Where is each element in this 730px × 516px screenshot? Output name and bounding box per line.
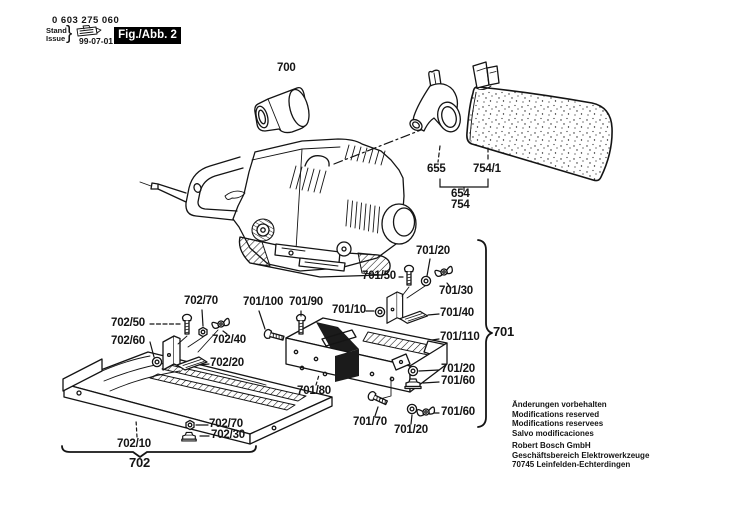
callout-702-50: 702/50: [111, 317, 145, 329]
tracking-knob: [252, 219, 274, 241]
stand-label: Stand: [46, 26, 67, 35]
callout-655: 655: [427, 163, 446, 175]
callout-701-10: 701/10: [332, 304, 366, 316]
frame-assembly-701-drawing: [286, 318, 447, 392]
callout-701-110: 701/110: [440, 331, 480, 343]
part-number: 0 603 275 060: [52, 15, 120, 26]
footer-legal: [512, 400, 649, 470]
part-wingnut-702-40: [212, 318, 231, 329]
nozzle-700-drawing: [254, 87, 313, 132]
part-nut-702-70-bottom: [186, 420, 194, 429]
callout-701-20-bottom: 701/20: [394, 424, 428, 436]
callout-702-40: 702/40: [212, 334, 246, 346]
callout-701-20-top: 701/20: [416, 245, 450, 257]
part-screw-701-100: [263, 329, 284, 343]
callout-754-1: 754/1: [473, 163, 501, 175]
stamp-icon: [77, 26, 101, 37]
callout-701-40: 701/40: [440, 307, 474, 319]
company-city: 70745 Leinfelden-Echterdingen: [512, 460, 631, 469]
part-washer-701-20-mid: [408, 366, 417, 375]
part-screw-701-50: [405, 265, 414, 285]
callout-701-60-wingnut: 701/60: [441, 406, 475, 418]
callout-group-702: 702: [129, 455, 151, 470]
bag-hanger-clip: [473, 62, 499, 90]
part-bracket-701-40: [387, 292, 427, 323]
part-screw-701-70: [367, 390, 389, 406]
callout-702-10: 702/10: [117, 438, 151, 450]
part-washer-702-60: [152, 357, 161, 366]
callout-702-70-bottom: 702/70: [209, 418, 243, 430]
notice-en: Modifications reserved: [512, 409, 600, 419]
callout-701-70: 701/70: [353, 416, 387, 428]
issue-date: 99-07-01: [79, 36, 114, 46]
power-cord: [140, 182, 186, 202]
part-nut-702-70-top: [199, 327, 207, 336]
callout-702-30: 702/30: [211, 429, 245, 441]
part-wingnut-701-30: [435, 266, 454, 277]
company-name: Robert Bosch GmbH: [512, 441, 591, 450]
callout-702-20: 702/20: [210, 357, 244, 369]
callout-700: 700: [277, 62, 296, 74]
company-division: Geschäftsbereich Elektrowerkzeuge: [512, 450, 650, 460]
callout-702-70-top: 702/70: [184, 295, 218, 307]
part-clamp-702-30: [182, 432, 196, 441]
part-screw-702-50: [183, 314, 192, 334]
part-washer-701-10: [375, 307, 384, 316]
belt-sander-drawing: [140, 139, 416, 277]
stand-issue-brace: }: [66, 23, 73, 44]
callout-group-701: 701: [493, 324, 515, 339]
callout-701-100: 701/100: [243, 296, 284, 308]
notice-de: Änderungen vorbehalten: [512, 400, 607, 409]
callout-701-20-mid: 701/20: [441, 363, 475, 375]
callout-701-90: 701/90: [289, 296, 323, 308]
callout-754: 754: [451, 199, 470, 211]
part-washer-701-20-bottom: [407, 404, 416, 413]
notice-es: Salvo modificaciones: [512, 428, 594, 438]
callout-701-60-clamp: 701/60: [441, 375, 475, 387]
callout-702-60: 702/60: [111, 335, 145, 347]
callout-701-50: 701/50: [362, 270, 396, 282]
stand-issue-block: [46, 27, 67, 43]
elbow-adapter-655-drawing: [408, 70, 464, 134]
issue-label: Issue: [46, 34, 66, 43]
handle: [186, 157, 245, 220]
part-washer-701-20-top: [421, 276, 430, 285]
figure-badge: Fig./Abb. 2: [114, 27, 181, 44]
front-knob: [382, 204, 416, 244]
callout-654: 654: [451, 188, 470, 200]
part-wingnut-701-60: [417, 407, 435, 417]
callout-701-30: 701/30: [439, 285, 473, 297]
notice-fr: Modifications reservees: [512, 419, 604, 428]
callout-701-80: 701/80: [297, 385, 331, 397]
